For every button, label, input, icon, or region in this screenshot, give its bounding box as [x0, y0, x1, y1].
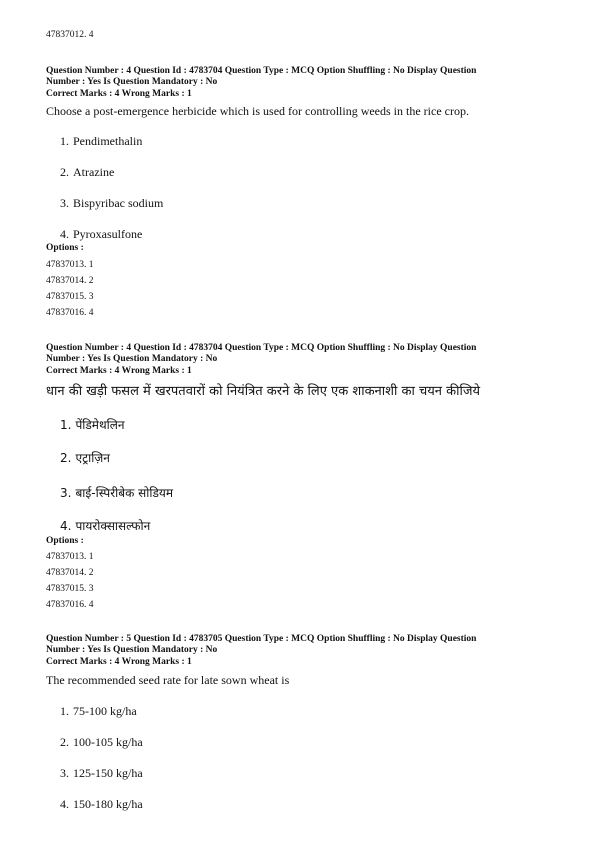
option-4[interactable]: [60, 517, 150, 534]
option-2[interactable]: [60, 735, 143, 750]
question-meta-cont: Number : Yes Is Question Mandatory : No: [46, 645, 218, 655]
option-number: 1.: [60, 704, 69, 718]
option-1[interactable]: [60, 416, 125, 433]
option-number: 4.: [60, 797, 69, 811]
option-text: Pyroxasulfone: [73, 227, 143, 241]
option-3[interactable]: [60, 766, 143, 781]
options-label: Options :: [46, 536, 84, 546]
option-id: 47837015. 3: [46, 292, 94, 302]
option-4[interactable]: [60, 797, 143, 812]
option-text: Bispyribac sodium: [73, 196, 164, 210]
option-number: 1.: [60, 134, 69, 148]
option-3[interactable]: [60, 196, 163, 211]
option-number: 3.: [60, 196, 69, 210]
option-number: 4.: [60, 227, 69, 241]
option-number: 2.: [60, 735, 69, 749]
option-text: Atrazine: [73, 165, 115, 179]
question-meta-cont: Number : Yes Is Question Mandatory : No: [46, 354, 218, 364]
option-id: 47837014. 2: [46, 276, 94, 286]
option-2[interactable]: [60, 165, 114, 180]
option-id: 47837016. 4: [46, 600, 94, 610]
option-text: पायरोक्सासल्फोन: [75, 519, 151, 533]
options-label: Options :: [46, 243, 84, 253]
question-meta: Question Number : 4 Question Id : 4783704 Question Type : MCQ Option Shuffling : No Display Question: [46, 343, 477, 353]
option-id: 47837014. 2: [46, 568, 94, 578]
option-2[interactable]: [60, 449, 110, 466]
option-text: एट्राज़िन: [75, 451, 110, 465]
option-number: 4.: [60, 519, 72, 533]
question-marks: Correct Marks : 4 Wrong Marks : 1: [46, 89, 192, 99]
option-id: 47837015. 3: [46, 584, 94, 594]
option-number: 2.: [60, 165, 69, 179]
option-text: 125-150 kg/ha: [73, 766, 143, 780]
option-text: 100-105 kg/ha: [73, 735, 143, 749]
question-meta: Question Number : 5 Question Id : 4783705 Question Type : MCQ Option Shuffling : No Display Question: [46, 634, 477, 644]
option-number: 3.: [60, 486, 72, 500]
top-option-id: 47837012. 4: [46, 30, 94, 40]
question-marks: Correct Marks : 4 Wrong Marks : 1: [46, 657, 192, 667]
question-text: The recommended seed rate for late sown wheat is: [46, 673, 290, 687]
option-id: 47837013. 1: [46, 260, 94, 270]
option-number: 3.: [60, 766, 69, 780]
option-text: 75-100 kg/ha: [73, 704, 137, 718]
option-4[interactable]: [60, 227, 142, 242]
question-marks: Correct Marks : 4 Wrong Marks : 1: [46, 366, 192, 376]
question-meta: Question Number : 4 Question Id : 4783704 Question Type : MCQ Option Shuffling : No Display Question: [46, 66, 477, 76]
option-text: Pendimethalin: [73, 134, 143, 148]
option-id: 47837016. 4: [46, 308, 94, 318]
option-1[interactable]: [60, 704, 137, 719]
question-text-hindi: धान की खड़ी फसल में खरपतवारों को नियंत्रित करने के लिए एक शाकनाशी का चयन कीजिये: [46, 384, 481, 399]
option-number: 2.: [60, 451, 72, 465]
option-id: 47837013. 1: [46, 552, 94, 562]
option-text: 150-180 kg/ha: [73, 797, 143, 811]
option-text: पेंडिमेथलिन: [75, 418, 125, 432]
option-text: बाई-स्पिरीबेक सोडियम: [75, 486, 174, 500]
question-meta-cont: Number : Yes Is Question Mandatory : No: [46, 77, 218, 87]
option-1[interactable]: [60, 134, 142, 149]
option-3[interactable]: [60, 484, 173, 501]
question-text: Choose a post-emergence herbicide which is used for controlling weeds in the rice crop.: [46, 104, 469, 118]
option-number: 1.: [60, 418, 72, 432]
